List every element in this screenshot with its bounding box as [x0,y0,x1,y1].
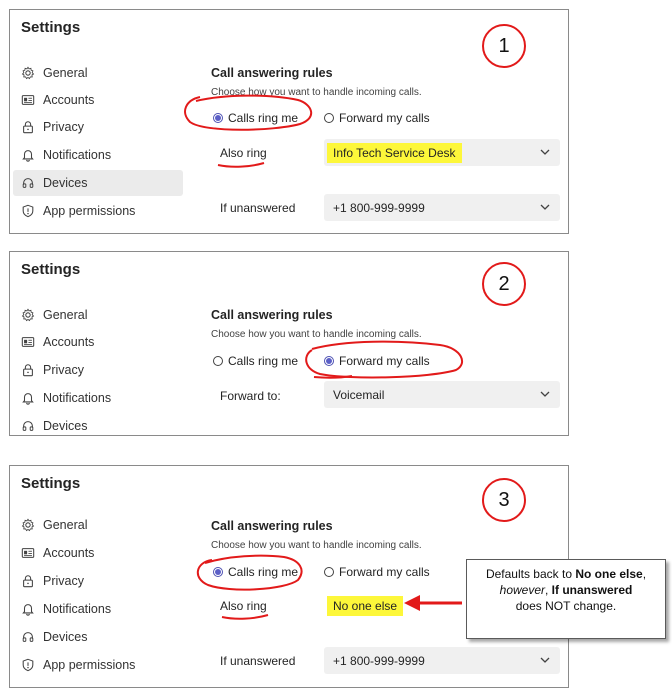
also-ring-value: Info Tech Service Desk [327,143,462,163]
if-unanswered-label: If unanswered [220,654,296,668]
if-unanswered-value: +1 800-999-9999 [333,653,425,668]
id-card-icon [20,545,36,561]
radio-label: Calls ring me [228,111,299,125]
radio-dot-checked [213,567,223,577]
if-unanswered-label: If unanswered [220,201,296,215]
nav-label: Accounts [43,93,95,107]
callout-line-2: however, If unanswered [499,583,633,597]
nav-item-notifications[interactable] [13,385,183,411]
nav-item-general[interactable] [13,512,183,538]
forward-to-label: Forward to: [220,389,281,403]
nav-label: App permissions [43,658,136,672]
lock-icon [20,362,36,378]
step-number-badge: 2 [482,262,526,306]
nav-label: Privacy [43,120,84,134]
if-unanswered-value: +1 800-999-9999 [333,200,425,215]
callout-line-1: Defaults back to No one else, [485,567,647,581]
section-title: Call answering rules [211,519,333,533]
annotation-callout [466,559,666,639]
callout-line-3: does NOT change. [515,599,617,613]
nav-item-privacy[interactable] [13,568,183,594]
if-unanswered-dropdown[interactable] [324,647,560,674]
nav-label: Privacy [43,574,84,588]
nav-item-accounts[interactable] [13,329,183,355]
section-subtitle: Choose how you want to handle incoming calls. [211,540,422,551]
radio-label: Forward my calls [339,565,430,579]
nav-label: General [43,308,88,322]
radio-label: Calls ring me [228,565,299,579]
bell-icon [20,147,36,163]
radio-dot [213,356,223,366]
headset-icon [20,418,36,434]
radio-label: Calls ring me [228,354,299,368]
nav-item-notifications[interactable] [13,596,183,622]
settings-title: Settings [21,475,81,492]
nav-label: Devices [43,419,88,433]
radio-dot [324,113,334,123]
nav-item-general[interactable] [13,60,183,86]
radio-label: Forward my calls [339,111,430,125]
radio-label: Forward my calls [339,354,430,368]
gear-icon [20,65,36,81]
headset-icon [20,629,36,645]
forward-to-value: Voicemail [333,387,385,402]
step-number-badge: 1 [482,24,526,68]
bell-icon [20,390,36,406]
nav-item-notifications[interactable] [13,142,183,168]
nav-item-general[interactable] [13,302,183,328]
radio-calls-ring-me[interactable] [213,354,298,368]
nav-item-devices[interactable] [13,624,183,650]
radio-dot-checked [324,356,334,366]
nav-label: Devices [43,630,88,644]
nav-item-app-permissions[interactable] [13,198,183,224]
radio-calls-ring-me[interactable] [213,565,298,579]
also-ring-value: No one else [327,596,403,616]
radio-calls-ring-me[interactable] [213,111,298,125]
radio-dot [324,567,334,577]
nav-item-accounts[interactable] [13,540,183,566]
nav-label: Accounts [43,335,95,349]
step-number-badge: 3 [482,478,526,522]
chevron-down-icon [538,387,552,401]
nav-label: App permissions [43,204,136,218]
radio-forward-my-calls[interactable] [324,354,430,368]
radio-forward-my-calls[interactable] [324,111,430,125]
section-title: Call answering rules [211,308,333,322]
nav-label: Notifications [43,391,112,405]
nav-label: General [43,66,88,80]
also-ring-dropdown[interactable] [324,139,560,166]
nav-label: Notifications [43,602,112,616]
headset-icon [20,175,36,191]
id-card-icon [20,334,36,350]
section-subtitle: Choose how you want to handle incoming calls. [211,329,422,340]
lock-icon [20,119,36,135]
section-title: Call answering rules [211,66,333,80]
also-ring-label: Also ring [220,146,267,160]
radio-dot-checked [213,113,223,123]
section-subtitle: Choose how you want to handle incoming calls. [211,87,422,98]
nav-label: Privacy [43,363,84,377]
nav-item-devices[interactable] [13,413,183,436]
id-card-icon [20,92,36,108]
settings-title: Settings [21,19,81,36]
nav-item-privacy[interactable] [13,114,183,140]
shield-icon [20,657,36,673]
nav-label: Devices [43,176,88,190]
chevron-down-icon [538,145,552,159]
shield-icon [20,203,36,219]
chevron-down-icon [538,653,552,667]
also-ring-label: Also ring [220,599,267,613]
gear-icon [20,517,36,533]
nav-item-accounts[interactable] [13,87,183,113]
nav-label: General [43,518,88,532]
nav-item-devices[interactable] [13,170,183,196]
if-unanswered-dropdown[interactable] [324,194,560,221]
nav-item-privacy[interactable] [13,357,183,383]
radio-forward-my-calls[interactable] [324,565,430,579]
chevron-down-icon [538,200,552,214]
settings-title: Settings [21,261,81,278]
nav-item-app-permissions[interactable] [13,652,183,678]
nav-label: Accounts [43,546,95,560]
bell-icon [20,601,36,617]
lock-icon [20,573,36,589]
nav-label: Notifications [43,148,112,162]
gear-icon [20,307,36,323]
forward-to-dropdown[interactable] [324,381,560,408]
